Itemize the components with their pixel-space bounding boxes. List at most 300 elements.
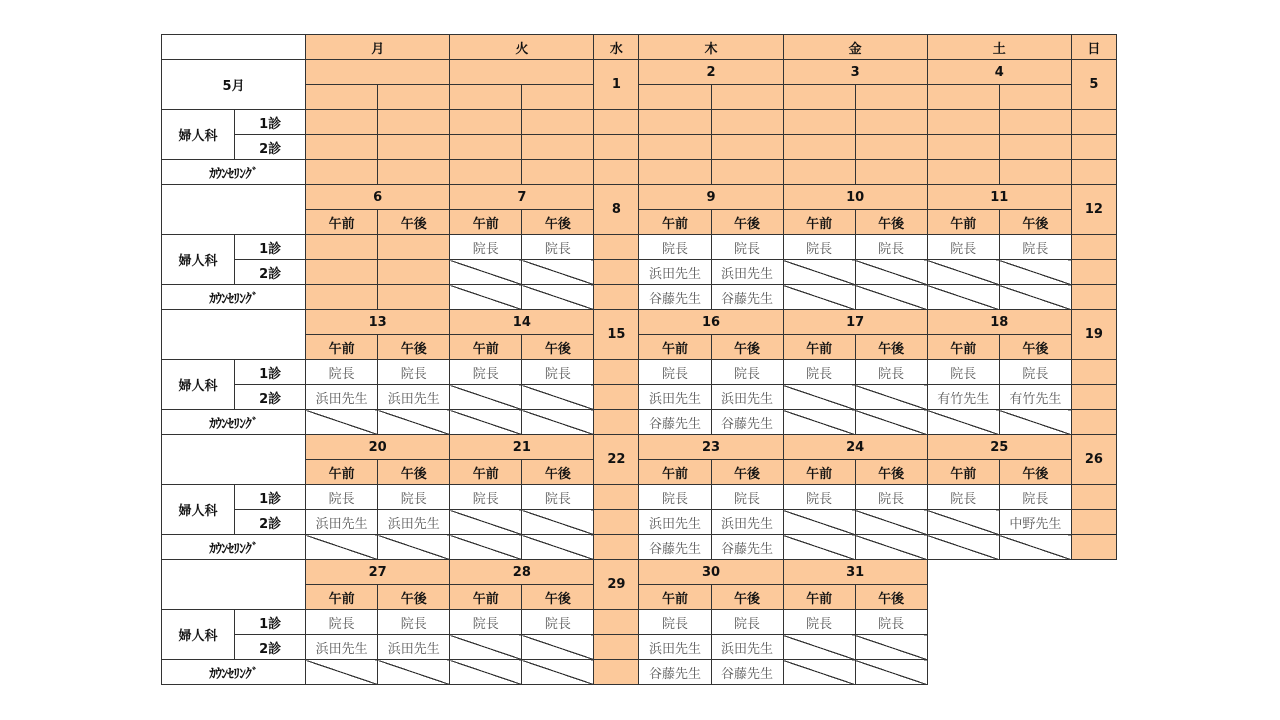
slot-cell	[450, 160, 522, 185]
date-cell: 29	[594, 560, 639, 610]
pm-label: 午後	[711, 585, 783, 610]
slot-cell: 谷藤先生	[711, 285, 783, 310]
sun-cell	[1071, 485, 1116, 510]
slot-cell: 有竹先生	[927, 385, 999, 410]
am-label: 午前	[783, 335, 855, 360]
slot-cell: 院長	[855, 610, 927, 635]
slot-unavailable	[522, 385, 594, 410]
date-cell: 5	[1071, 60, 1116, 110]
schedule-row	[162, 385, 1117, 410]
room-label: 1診	[235, 485, 306, 510]
wed-cell	[594, 635, 639, 660]
sun-cell	[1071, 385, 1116, 410]
slot-unavailable	[855, 510, 927, 535]
slot-cell: 院長	[711, 235, 783, 260]
date-row	[162, 310, 1117, 335]
slot-cell: 有竹先生	[999, 385, 1071, 410]
wed-cell	[594, 660, 639, 685]
slot-unavailable	[783, 410, 855, 435]
slot-cell	[783, 110, 855, 135]
dept-label: 婦人科	[162, 360, 235, 410]
wed-cell	[594, 610, 639, 635]
slot-unavailable	[855, 635, 927, 660]
slot-unavailable	[999, 410, 1071, 435]
slot-unavailable	[855, 260, 927, 285]
slot-unavailable	[450, 260, 522, 285]
slot-cell	[711, 160, 783, 185]
slot-unavailable	[855, 285, 927, 310]
pm-label: 午後	[378, 460, 450, 485]
date-cell: 26	[1071, 435, 1116, 485]
slot-unavailable	[306, 535, 378, 560]
empty-area	[927, 560, 1071, 685]
wed-cell	[594, 410, 639, 435]
slot-cell: 院長	[783, 360, 855, 385]
slot-unavailable	[522, 260, 594, 285]
ampm-empty	[450, 85, 522, 110]
am-label: 午前	[306, 335, 378, 360]
slot-cell	[450, 110, 522, 135]
slot-cell	[306, 135, 378, 160]
sun-cell	[1071, 510, 1116, 535]
slot-unavailable	[522, 635, 594, 660]
date-cell: 7	[450, 185, 594, 210]
slot-cell	[855, 160, 927, 185]
slot-cell: 谷藤先生	[711, 660, 783, 685]
slot-cell: 院長	[639, 360, 711, 385]
slot-cell	[522, 135, 594, 160]
date-cell: 6	[306, 185, 450, 210]
schedule-row	[162, 235, 1117, 260]
date-cell: 2	[639, 60, 783, 85]
slot-cell	[306, 285, 378, 310]
room-label: 2診	[235, 635, 306, 660]
slot-unavailable	[927, 260, 999, 285]
slot-cell: 院長	[639, 610, 711, 635]
slot-cell: 院長	[306, 360, 378, 385]
day-header: 水	[594, 35, 639, 60]
date-cell: 21	[450, 435, 594, 460]
slot-cell: 院長	[522, 610, 594, 635]
slot-cell: 谷藤先生	[639, 410, 711, 435]
slot-cell: 院長	[711, 360, 783, 385]
slot-unavailable	[450, 285, 522, 310]
room-label: 2診	[235, 260, 306, 285]
date-cell	[306, 60, 450, 85]
slot-unavailable	[522, 535, 594, 560]
slot-cell: 谷藤先生	[639, 660, 711, 685]
sun-cell	[1071, 135, 1116, 160]
slot-cell	[522, 160, 594, 185]
schedule-row	[162, 510, 1117, 535]
slot-cell	[378, 160, 450, 185]
day-header: 木	[639, 35, 783, 60]
slot-unavailable	[450, 535, 522, 560]
corner-cell	[162, 35, 306, 60]
slot-unavailable	[999, 260, 1071, 285]
sun-cell	[1071, 535, 1116, 560]
slot-cell: 院長	[927, 235, 999, 260]
slot-unavailable	[522, 285, 594, 310]
date-row	[162, 435, 1117, 460]
pm-label: 午後	[378, 210, 450, 235]
room-label: 1診	[235, 360, 306, 385]
slot-cell: 谷藤先生	[639, 285, 711, 310]
am-label: 午前	[450, 210, 522, 235]
slot-cell: 院長	[711, 485, 783, 510]
pm-label: 午後	[522, 335, 594, 360]
slot-cell	[783, 135, 855, 160]
pm-label: 午後	[855, 210, 927, 235]
day-header: 日	[1071, 35, 1116, 60]
ampm-row	[162, 85, 1117, 110]
date-row	[162, 185, 1117, 210]
pm-label: 午後	[855, 585, 927, 610]
slot-unavailable	[522, 410, 594, 435]
slot-unavailable	[783, 535, 855, 560]
slot-cell: 浜田先生	[711, 635, 783, 660]
am-label: 午前	[639, 335, 711, 360]
slot-unavailable	[783, 635, 855, 660]
counsel-label: ｶｳﾝｾﾘﾝｸﾞ	[162, 410, 306, 435]
schedule-table	[161, 34, 1117, 685]
schedule-row	[162, 360, 1117, 385]
pm-label: 午後	[711, 210, 783, 235]
wed-cell	[594, 535, 639, 560]
pm-label: 午後	[999, 210, 1071, 235]
slot-unavailable	[522, 660, 594, 685]
slot-cell	[999, 160, 1071, 185]
slot-cell	[450, 135, 522, 160]
slot-cell: 院長	[999, 485, 1071, 510]
slot-unavailable	[855, 410, 927, 435]
slot-cell	[639, 160, 711, 185]
slot-cell: 院長	[522, 235, 594, 260]
slot-cell: 浜田先生	[378, 385, 450, 410]
slot-unavailable	[378, 535, 450, 560]
counsel-label: ｶｳﾝｾﾘﾝｸﾞ	[162, 285, 306, 310]
slot-cell	[378, 110, 450, 135]
date-cell: 24	[783, 435, 927, 460]
slot-cell: 院長	[927, 485, 999, 510]
pm-label: 午後	[522, 210, 594, 235]
slot-unavailable	[927, 285, 999, 310]
slot-cell	[306, 260, 378, 285]
date-cell: 1	[594, 60, 639, 110]
am-label: 午前	[927, 210, 999, 235]
slot-unavailable	[306, 660, 378, 685]
wed-cell	[594, 360, 639, 385]
am-label: 午前	[306, 460, 378, 485]
slot-cell: 院長	[378, 360, 450, 385]
date-cell: 10	[783, 185, 927, 210]
date-cell: 30	[639, 560, 783, 585]
slot-cell: 院長	[999, 235, 1071, 260]
date-cell	[450, 60, 594, 85]
am-label: 午前	[639, 460, 711, 485]
slot-cell: 院長	[306, 485, 378, 510]
slot-cell	[378, 285, 450, 310]
slot-cell	[999, 135, 1071, 160]
slot-unavailable	[450, 635, 522, 660]
am-label: 午前	[783, 210, 855, 235]
day-header: 火	[450, 35, 594, 60]
room-label: 1診	[235, 235, 306, 260]
date-cell: 3	[783, 60, 927, 85]
ampm-empty	[711, 85, 783, 110]
sun-cell	[1071, 110, 1116, 135]
schedule-row	[162, 285, 1117, 310]
slot-cell: 院長	[783, 610, 855, 635]
wed-cell	[594, 235, 639, 260]
date-row	[162, 60, 1117, 85]
slot-unavailable	[783, 660, 855, 685]
pm-label: 午後	[522, 585, 594, 610]
slot-cell	[378, 235, 450, 260]
slot-cell: 院長	[306, 610, 378, 635]
date-cell: 9	[639, 185, 783, 210]
blank-label-cell	[162, 560, 306, 610]
slot-unavailable	[378, 660, 450, 685]
schedule-row	[162, 160, 1117, 185]
slot-unavailable	[855, 660, 927, 685]
ampm-empty	[522, 85, 594, 110]
ampm-empty	[639, 85, 711, 110]
slot-cell: 院長	[450, 235, 522, 260]
slot-cell	[306, 110, 378, 135]
slot-cell: 院長	[711, 610, 783, 635]
pm-label: 午後	[378, 585, 450, 610]
slot-unavailable	[783, 385, 855, 410]
room-label: 2診	[235, 385, 306, 410]
slot-unavailable	[855, 385, 927, 410]
ampm-row	[162, 210, 1117, 235]
slot-unavailable	[783, 260, 855, 285]
pm-label: 午後	[711, 460, 783, 485]
slot-unavailable	[855, 535, 927, 560]
slot-cell: 浜田先生	[306, 385, 378, 410]
date-cell: 8	[594, 185, 639, 235]
day-header: 土	[927, 35, 1071, 60]
slot-cell: 院長	[378, 485, 450, 510]
room-label: 2診	[235, 510, 306, 535]
room-label: 1診	[235, 610, 306, 635]
counsel-label: ｶｳﾝｾﾘﾝｸﾞ	[162, 160, 306, 185]
date-row	[162, 560, 1117, 585]
slot-cell: 浜田先生	[306, 510, 378, 535]
schedule-row	[162, 110, 1117, 135]
am-label: 午前	[639, 585, 711, 610]
date-cell: 20	[306, 435, 450, 460]
slot-cell	[855, 110, 927, 135]
date-cell: 15	[594, 310, 639, 360]
slot-cell: 院長	[927, 360, 999, 385]
schedule-row	[162, 260, 1117, 285]
slot-unavailable	[927, 510, 999, 535]
ampm-empty	[306, 85, 378, 110]
slot-cell	[711, 110, 783, 135]
wed-cell	[594, 285, 639, 310]
date-cell: 16	[639, 310, 783, 335]
slot-cell: 院長	[522, 360, 594, 385]
date-cell: 18	[927, 310, 1071, 335]
wed-cell	[594, 110, 639, 135]
slot-cell: 院長	[378, 610, 450, 635]
slot-cell: 院長	[783, 485, 855, 510]
dept-label: 婦人科	[162, 485, 235, 535]
slot-cell: 谷藤先生	[711, 410, 783, 435]
dept-label: 婦人科	[162, 235, 235, 285]
date-cell: 11	[927, 185, 1071, 210]
pm-label: 午後	[378, 335, 450, 360]
slot-unavailable	[783, 510, 855, 535]
wed-cell	[594, 160, 639, 185]
schedule-row	[162, 535, 1117, 560]
pm-label: 午後	[855, 460, 927, 485]
slot-cell: 院長	[783, 235, 855, 260]
month-label: 5月	[162, 60, 306, 110]
schedule-row	[162, 485, 1117, 510]
blank-label-cell	[162, 435, 306, 485]
am-label: 午前	[450, 335, 522, 360]
slot-unavailable	[522, 510, 594, 535]
slot-unavailable	[450, 660, 522, 685]
slot-cell	[999, 110, 1071, 135]
counsel-label: ｶｳﾝｾﾘﾝｸﾞ	[162, 535, 306, 560]
date-cell: 28	[450, 560, 594, 585]
pm-label: 午後	[999, 335, 1071, 360]
slot-cell: 院長	[450, 485, 522, 510]
sun-cell	[1071, 235, 1116, 260]
wed-cell	[594, 485, 639, 510]
slot-cell	[711, 135, 783, 160]
slot-cell	[378, 135, 450, 160]
slot-unavailable	[999, 535, 1071, 560]
date-cell: 19	[1071, 310, 1116, 360]
ampm-empty	[855, 85, 927, 110]
slot-cell: 浜田先生	[306, 635, 378, 660]
ampm-row	[162, 460, 1117, 485]
blank-label-cell	[162, 310, 306, 360]
sun-cell	[1071, 160, 1116, 185]
blank-label-cell	[162, 185, 306, 235]
slot-cell: 浜田先生	[639, 635, 711, 660]
date-cell: 23	[639, 435, 783, 460]
sun-cell	[1071, 360, 1116, 385]
dept-label: 婦人科	[162, 110, 235, 160]
slot-cell: 院長	[855, 485, 927, 510]
date-cell: 17	[783, 310, 927, 335]
slot-cell	[855, 135, 927, 160]
date-cell: 14	[450, 310, 594, 335]
slot-unavailable	[450, 385, 522, 410]
ampm-empty	[927, 85, 999, 110]
slot-cell: 院長	[999, 360, 1071, 385]
slot-cell: 院長	[855, 360, 927, 385]
ampm-empty	[783, 85, 855, 110]
wed-cell	[594, 135, 639, 160]
sun-cell	[1071, 285, 1116, 310]
slot-unavailable	[306, 410, 378, 435]
slot-cell: 浜田先生	[378, 510, 450, 535]
am-label: 午前	[639, 210, 711, 235]
ampm-empty	[378, 85, 450, 110]
date-cell: 31	[783, 560, 927, 585]
slot-cell: 院長	[522, 485, 594, 510]
room-label: 2診	[235, 135, 306, 160]
am-label: 午前	[450, 585, 522, 610]
pm-label: 午後	[711, 335, 783, 360]
pm-label: 午後	[855, 335, 927, 360]
slot-cell	[927, 160, 999, 185]
ampm-empty	[999, 85, 1071, 110]
slot-cell: 浜田先生	[639, 260, 711, 285]
slot-cell	[378, 260, 450, 285]
pm-label: 午後	[999, 460, 1071, 485]
pm-label: 午後	[522, 460, 594, 485]
slot-cell: 浜田先生	[378, 635, 450, 660]
wed-cell	[594, 385, 639, 410]
date-cell: 22	[594, 435, 639, 485]
am-label: 午前	[306, 585, 378, 610]
am-label: 午前	[450, 460, 522, 485]
am-label: 午前	[927, 335, 999, 360]
header-row	[162, 35, 1117, 60]
am-label: 午前	[783, 460, 855, 485]
slot-unavailable	[450, 510, 522, 535]
slot-cell: 浜田先生	[711, 385, 783, 410]
slot-unavailable	[927, 410, 999, 435]
room-label: 1診	[235, 110, 306, 135]
slot-cell: 院長	[450, 610, 522, 635]
am-label: 午前	[306, 210, 378, 235]
slot-cell	[783, 160, 855, 185]
slot-cell: 谷藤先生	[639, 535, 711, 560]
slot-cell	[927, 135, 999, 160]
am-label: 午前	[927, 460, 999, 485]
slot-cell: 浜田先生	[639, 385, 711, 410]
slot-cell: 院長	[855, 235, 927, 260]
slot-unavailable	[378, 410, 450, 435]
wed-cell	[594, 510, 639, 535]
slot-cell	[306, 235, 378, 260]
slot-cell: 谷藤先生	[711, 535, 783, 560]
slot-cell	[306, 160, 378, 185]
date-cell: 27	[306, 560, 450, 585]
slot-cell	[639, 135, 711, 160]
date-cell: 12	[1071, 185, 1116, 235]
dept-label: 婦人科	[162, 610, 235, 660]
counsel-label: ｶｳﾝｾﾘﾝｸﾞ	[162, 660, 306, 685]
slot-cell: 院長	[639, 235, 711, 260]
slot-unavailable	[927, 535, 999, 560]
slot-unavailable	[783, 285, 855, 310]
ampm-row	[162, 335, 1117, 360]
date-cell: 13	[306, 310, 450, 335]
schedule-row	[162, 135, 1117, 160]
slot-unavailable	[450, 410, 522, 435]
am-label: 午前	[783, 585, 855, 610]
slot-cell: 中野先生	[999, 510, 1071, 535]
slot-cell	[522, 110, 594, 135]
date-cell: 4	[927, 60, 1071, 85]
empty-area	[1071, 560, 1116, 685]
slot-cell	[927, 110, 999, 135]
slot-cell: 浜田先生	[711, 510, 783, 535]
slot-cell: 院長	[639, 485, 711, 510]
day-header: 金	[783, 35, 927, 60]
slot-cell	[639, 110, 711, 135]
